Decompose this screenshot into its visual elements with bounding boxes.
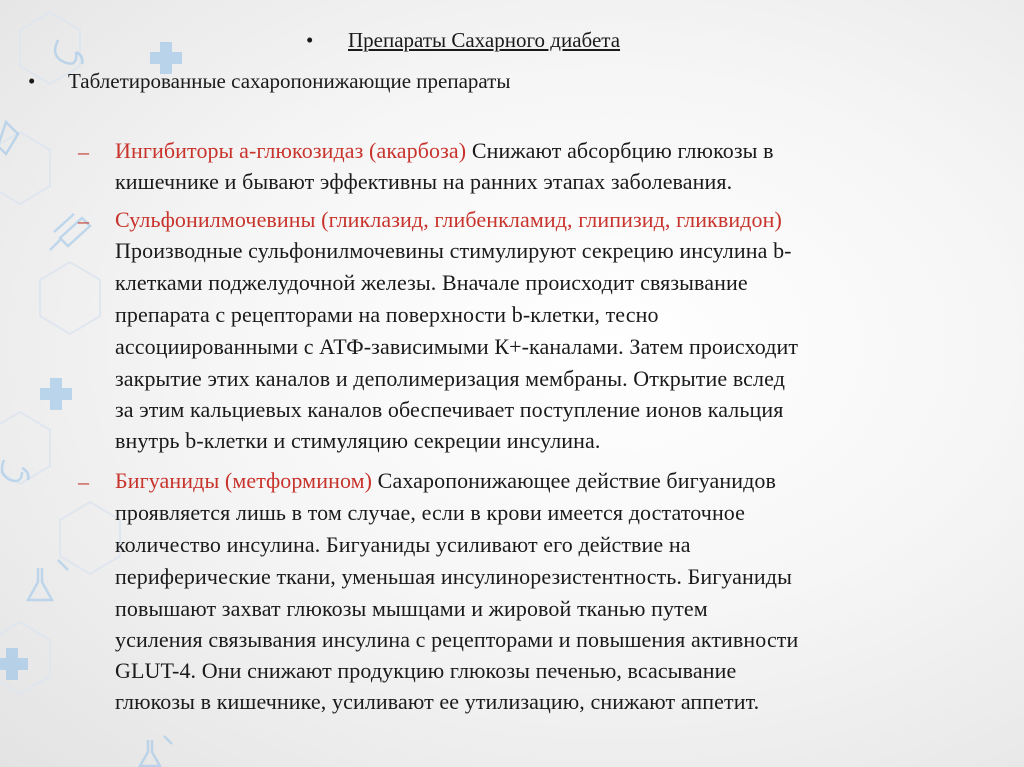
body-text: GLUT-4. Они снижают продукцию глюкозы печенью, всасывание — [115, 658, 737, 683]
item-heading-acarbose: Ингибиторы а-глюкозидаз (акарбоза) — [115, 138, 467, 163]
item-heading-sulfonylurea: Сульфонилмочевины (гликлазид, глибенкламид, глипизид, гликвидон) — [115, 207, 782, 232]
body-text: количество инсулина. Бигуаниды усиливают его действие на — [115, 532, 691, 557]
item-biguanide-line-1 — [115, 468, 776, 494]
slide-title: Препараты Сахарного диабета — [348, 28, 621, 52]
slide-subtitle: Таблетированные сахаропонижающие препараты — [68, 69, 511, 93]
body-text: кишечнике и бывают эффективны на ранних этапах заболевания. — [115, 169, 733, 194]
item-dash: – — [78, 469, 89, 494]
body-text: глюкозы в кишечнике, усиливают ее утилизацию, снижают аппетит. — [115, 689, 760, 714]
body-text: повышают захват глюкозы мышцами и жировой тканью путем — [115, 596, 708, 621]
item-heading-biguanide: Бигуаниды (метформином) — [115, 468, 373, 493]
item-acarbose-line-1 — [115, 138, 774, 164]
body-text: Снижают абсорбцию глюкозы в — [466, 138, 774, 163]
subtitle-bullet: • — [28, 69, 36, 93]
item-dash: – — [78, 208, 89, 233]
body-text: за этим кальциевых каналов обеспечивает поступление ионов кальция — [115, 397, 784, 422]
body-text: клетками поджелудочной железы. Вначале происходит связывание — [115, 270, 748, 295]
body-text: Сахаропонижающее действие бигуанидов — [372, 468, 777, 493]
body-text: закрытие этих каналов и деполимеризация мембраны. Открытие вслед — [115, 366, 785, 391]
body-text: ассоциированными с АТФ-зависимыми К+-каналами. Затем происходит — [115, 334, 799, 359]
body-text: усиления связывания инсулина с рецепторами и повышения активности — [115, 627, 799, 652]
title-bullet: • — [306, 28, 314, 52]
body-text: периферические ткани, уменьшая инсулинорезистентность. Бигуаниды — [115, 564, 792, 589]
body-text: проявляется лишь в том случае, если в крови имеется достаточное — [115, 500, 746, 525]
body-text: препарата с рецепторами на поверхности b-клетки, тесно — [115, 302, 659, 327]
body-text: внутрь b-клетки и стимуляцию секреции инсулина. — [115, 428, 601, 453]
body-text: Производные сульфонилмочевины стимулируют секрецию инсулина b- — [115, 238, 792, 263]
item-dash: – — [78, 139, 89, 164]
